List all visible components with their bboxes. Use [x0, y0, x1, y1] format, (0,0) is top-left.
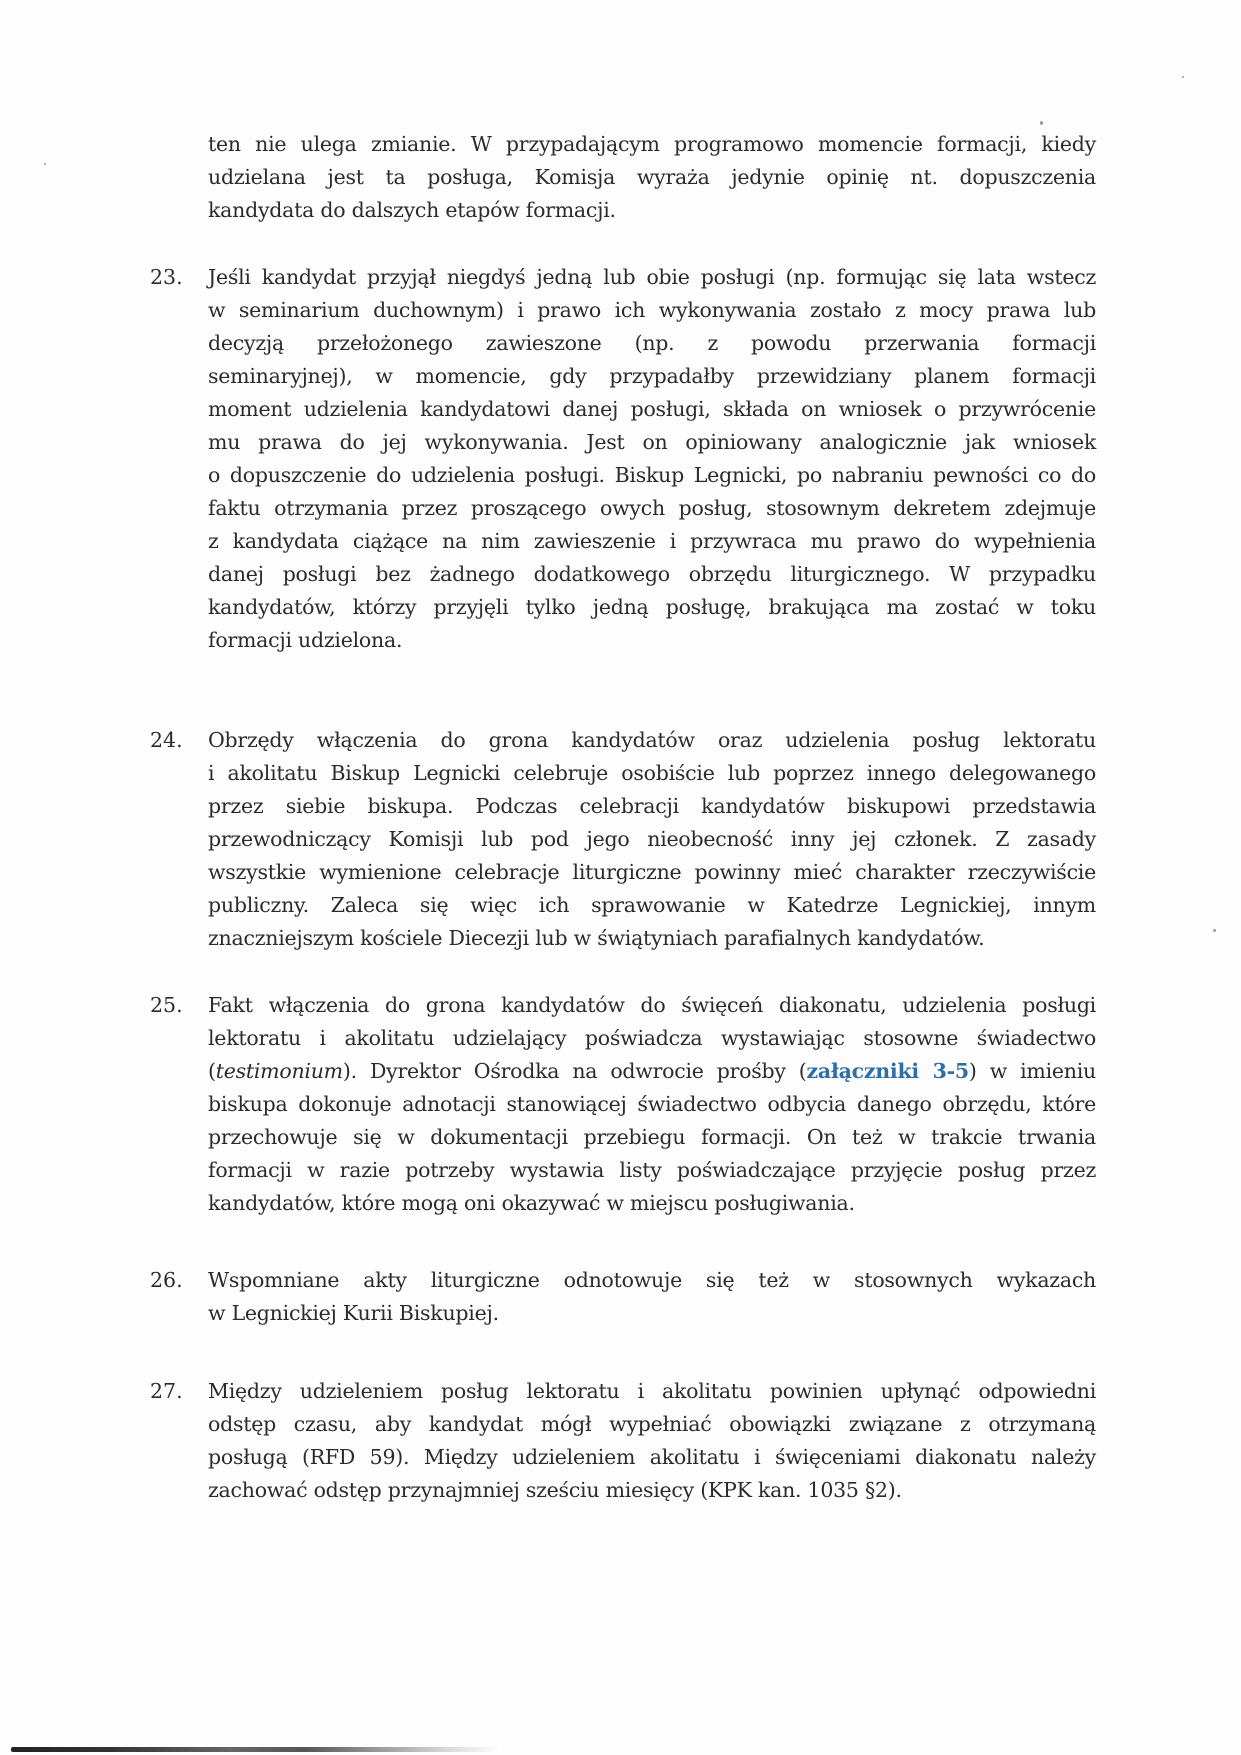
text-line: mu prawa do jej wykonywania. Jest on opiniowany analogicznie jak wniosek	[208, 430, 1096, 454]
text-line: i akolitatu Biskup Legnicki celebruje osobiście lub poprzez innego delegowanego	[208, 761, 1096, 785]
item-number: 26.	[150, 1268, 183, 1292]
scan-edge-line	[11, 1747, 501, 1752]
text-line: Obrzędy włączenia do grona kandydatów oraz udzielenia posług lektoratu	[208, 728, 1096, 752]
text-line: ten nie ulega zmianie. W przypadającym programowo momencie formacji, kiedy	[208, 132, 1096, 156]
text-line: udzielana jest ta posługa, Komisja wyraża jedynie opinię nt. dopuszczenia	[208, 165, 1096, 189]
scan-speck	[44, 163, 46, 165]
text-line: publiczny. Zaleca się więc ich sprawowanie w Katedrze Legnickiej, innym	[208, 893, 1096, 917]
text-line-with-link	[208, 1055, 1096, 1088]
text-line: przewodniczący Komisji lub pod jego nieobecność inny jej członek. Z zasady	[208, 827, 1096, 851]
scan-speck	[1040, 121, 1043, 125]
text-span: ) w imieniu	[968, 1059, 1096, 1083]
text-line: biskupa dokonuje adnotacji stanowiącej świadectwo odbycia danego obrzędu, które	[208, 1092, 1096, 1116]
text-line: kandydatów, którzy przyjęli tylko jedną posługę, brakująca ma zostać w toku	[208, 595, 1096, 619]
text-line: zachować odstęp przynajmniej sześciu miesięcy (KPK kan. 1035 §2).	[208, 1478, 902, 1502]
text-line: formacji udzielona.	[208, 628, 403, 652]
text-line: Fakt włączenia do grona kandydatów do święceń diakonatu, udzielenia posługi	[208, 993, 1096, 1017]
item-number: 27.	[150, 1379, 183, 1403]
item-number: 23.	[150, 265, 183, 289]
item-number: 25.	[150, 993, 183, 1017]
text-line: z kandydata ciążące na nim zawieszenie i przywraca mu prawo do wypełnienia	[208, 529, 1096, 553]
text-line: kandydatów, które mogą oni okazywać w miejscu posługiwania.	[208, 1191, 855, 1215]
text-span: ). Dyrektor Ośrodka na odwrocie prośby (	[342, 1059, 807, 1083]
attachment-link[interactable]: załączniki 3-5	[806, 1059, 969, 1083]
paren-text: (	[208, 1059, 216, 1083]
scan-speck	[1182, 76, 1184, 78]
text-line: posługą (RFD 59). Między udzieleniem akolitatu i święceniami diakonatu należy	[208, 1445, 1096, 1469]
text-line: danej posługi bez żadnego dodatkowego obrzędu liturgicznego. W przypadku	[208, 562, 1096, 586]
text-line: przez siebie biskupa. Podczas celebracji kandydatów biskupowi przedstawia	[208, 794, 1096, 818]
text-line: formacji w razie potrzeby wystawia listy poświadczające przyjęcie posług przez	[208, 1158, 1096, 1182]
text-line: Wspomniane akty liturgiczne odnotowuje się też w stosownych wykazach	[208, 1268, 1096, 1292]
text-line: w seminarium duchownym) i prawo ich wykonywania zostało z mocy prawa lub	[208, 298, 1096, 322]
text-line: wszystkie wymienione celebracje liturgiczne powinny mieć charakter rzeczywiście	[208, 860, 1096, 884]
item-number: 24.	[150, 728, 183, 752]
text-line: o dopuszczenie do udzielenia posługi. Biskup Legnicki, po nabraniu pewności co do	[208, 463, 1096, 487]
text-line: przechowuje się w dokumentacji przebiegu formacji. On też w trakcie trwania	[208, 1125, 1096, 1149]
italic-term: testimonium	[215, 1059, 343, 1083]
text-line: znaczniejszym kościele Diecezji lub w świątyniach parafialnych kandydatów.	[208, 926, 985, 950]
text-line: kandydata do dalszych etapów formacji.	[208, 198, 616, 222]
text-line: Między udzieleniem posług lektoratu i akolitatu powinien upłynąć odpowiedni	[208, 1379, 1096, 1403]
text-line: lektoratu i akolitatu udzielający poświadcza wystawiając stosowne świadectwo	[208, 1026, 1096, 1050]
text-line: odstęp czasu, aby kandydat mógł wypełniać obowiązki związane z otrzymaną	[208, 1412, 1096, 1436]
text-line: moment udzielenia kandydatowi danej posługi, składa on wniosek o przywrócenie	[208, 397, 1096, 421]
text-line: w Legnickiej Kurii Biskupiej.	[208, 1301, 499, 1325]
text-line: seminaryjnej), w momencie, gdy przypadałby przewidziany planem formacji	[208, 364, 1096, 388]
text-line: Jeśli kandydat przyjął niegdyś jedną lub obie posługi (np. formując się lata wstecz	[208, 265, 1096, 289]
text-line: faktu otrzymania przez proszącego owych posług, stosownym dekretem zdejmuje	[208, 496, 1096, 520]
scan-speck	[1213, 929, 1216, 932]
text-line: decyzją przełożonego zawieszone (np. z powodu przerwania formacji	[208, 331, 1096, 355]
